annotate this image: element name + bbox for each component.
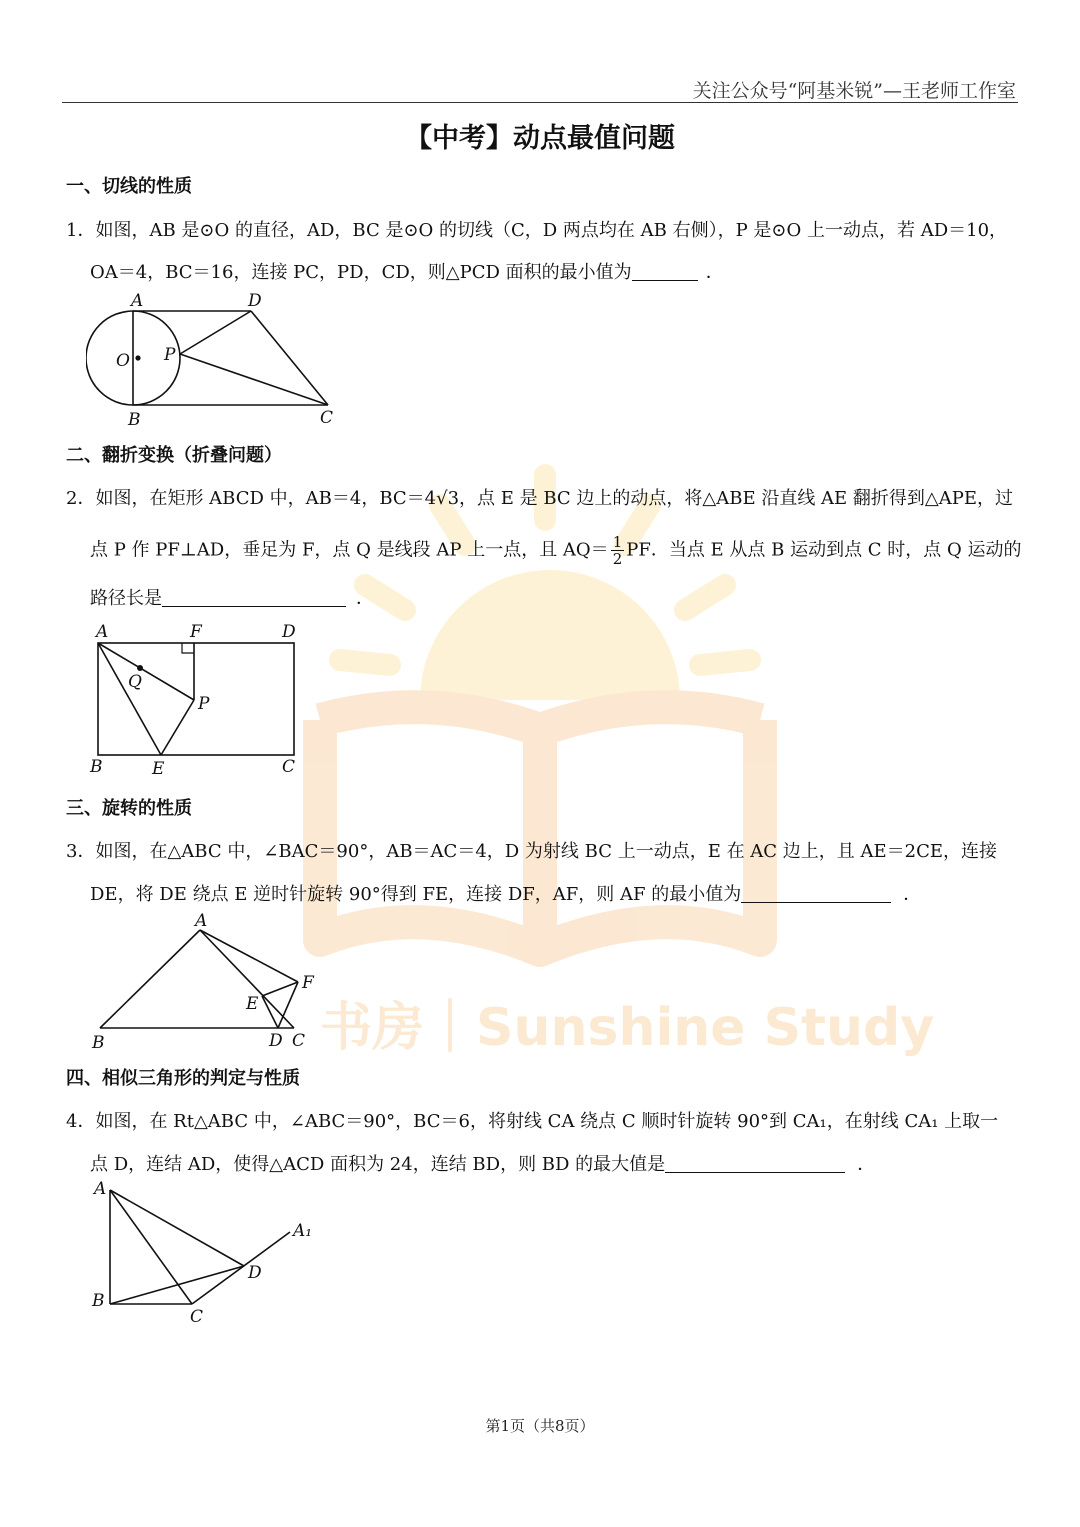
label-F: F — [190, 622, 202, 642]
section-heading-1: 一、切线的性质 — [66, 176, 192, 197]
label-B: B — [128, 410, 141, 430]
label-C: C — [292, 1031, 306, 1051]
problem-4-line-2: 点 D，连结 AD，使得△ACD 面积为 24，连结 BD，则 BD 的最大值是 ． — [90, 1154, 876, 1175]
page-footer: 第1页（共8页） — [485, 1417, 595, 1435]
problem-3-line-1: 3．如图，在△ABC 中，∠BAC＝90°，AB＝AC＝4，D 为射线 BC 上一动点，E 在 AC 边上，且 AE＝2CE，连接 — [66, 841, 998, 862]
answer-blank-4[interactable] — [665, 1154, 845, 1173]
figure-4 — [86, 1176, 326, 1330]
label-A: A — [195, 911, 208, 931]
header-note: 关注公众号“阿基米锐”—王老师工作室 — [692, 80, 1016, 102]
label-D: D — [248, 1263, 262, 1283]
label-B: B — [90, 757, 103, 777]
label-O: O — [116, 351, 130, 371]
label-P: P — [198, 694, 210, 714]
label-C: C — [190, 1307, 204, 1326]
answer-blank-1[interactable] — [632, 262, 698, 281]
label-A: A — [94, 1179, 107, 1199]
section-heading-2: 二、翻折变换（折叠问题） — [66, 445, 282, 466]
page-title: 【中考】动点最值问题 — [405, 123, 675, 154]
problem-2-line-3: 路径长是 ． — [90, 588, 374, 609]
label-D: D — [269, 1031, 283, 1051]
problem-2-line-2: 点 P 作 PF⊥AD，垂足为 F，点 Q 是线段 AP 上一点，且 AQ＝ $\frac{1}{2}$ PF．当点 E 从点 B 运动到点 C 时，点 Q 运动的 — [90, 533, 1022, 568]
label-E: E — [246, 994, 259, 1014]
section-heading-4: 四、相似三角形的判定与性质 — [66, 1068, 300, 1089]
section-heading-3: 三、旋转的性质 — [66, 798, 192, 819]
label-A1: A₁ — [293, 1221, 313, 1241]
label-F: F — [302, 973, 314, 993]
label-D: D — [248, 291, 262, 311]
figure-1 — [86, 290, 346, 434]
label-D: D — [282, 622, 296, 642]
label-E: E — [152, 759, 165, 779]
figure-2 — [86, 620, 316, 784]
header-divider — [62, 102, 1018, 103]
problem-1-line-1: 1．如图，AB 是⊙O 的直径，AD，BC 是⊙O 的切线（C，D 两点均在 AB 右侧），P 是⊙O 上一动点，若 AD＝10， — [66, 220, 1008, 241]
label-C: C — [282, 757, 296, 777]
problem-4-line-1: 4．如图，在 Rt△ABC 中，∠ABC＝90°，BC＝6，将射线 CA 绕点 C 顺时针旋转 90°到 CA₁，在射线 CA₁ 上取一 — [66, 1111, 999, 1132]
label-P: P — [164, 345, 176, 365]
problem-3-line-2: DE，将 DE 绕点 E 逆时针旋转 90°得到 FE，连接 DF，AF，则 AF 的最小值为 ． — [90, 884, 922, 905]
answer-blank-3[interactable] — [741, 884, 891, 903]
label-A: A — [96, 622, 109, 642]
label-C: C — [320, 408, 334, 428]
problem-1-line-2: OA＝4，BC＝16，连接 PC，PD，CD，则△PCD 面积的最小值为 ． — [90, 262, 724, 283]
fraction-one-half: $\frac{1}{2}$ — [612, 533, 623, 568]
label-B: B — [92, 1033, 105, 1053]
label-B: B — [92, 1291, 105, 1311]
problem-2-line-1: 2．如图，在矩形 ABCD 中，AB＝4，BC＝4√3，点 E 是 BC 边上的动点，将△ABE 沿直线 AE 翻折得到△APE，过 — [66, 488, 1014, 509]
watermark-text: 书房｜Sunshine Study — [320, 998, 935, 1058]
label-Q: Q — [128, 672, 142, 692]
label-A: A — [131, 291, 144, 311]
figure-3 — [86, 910, 326, 1064]
answer-blank-2[interactable] — [162, 588, 346, 607]
